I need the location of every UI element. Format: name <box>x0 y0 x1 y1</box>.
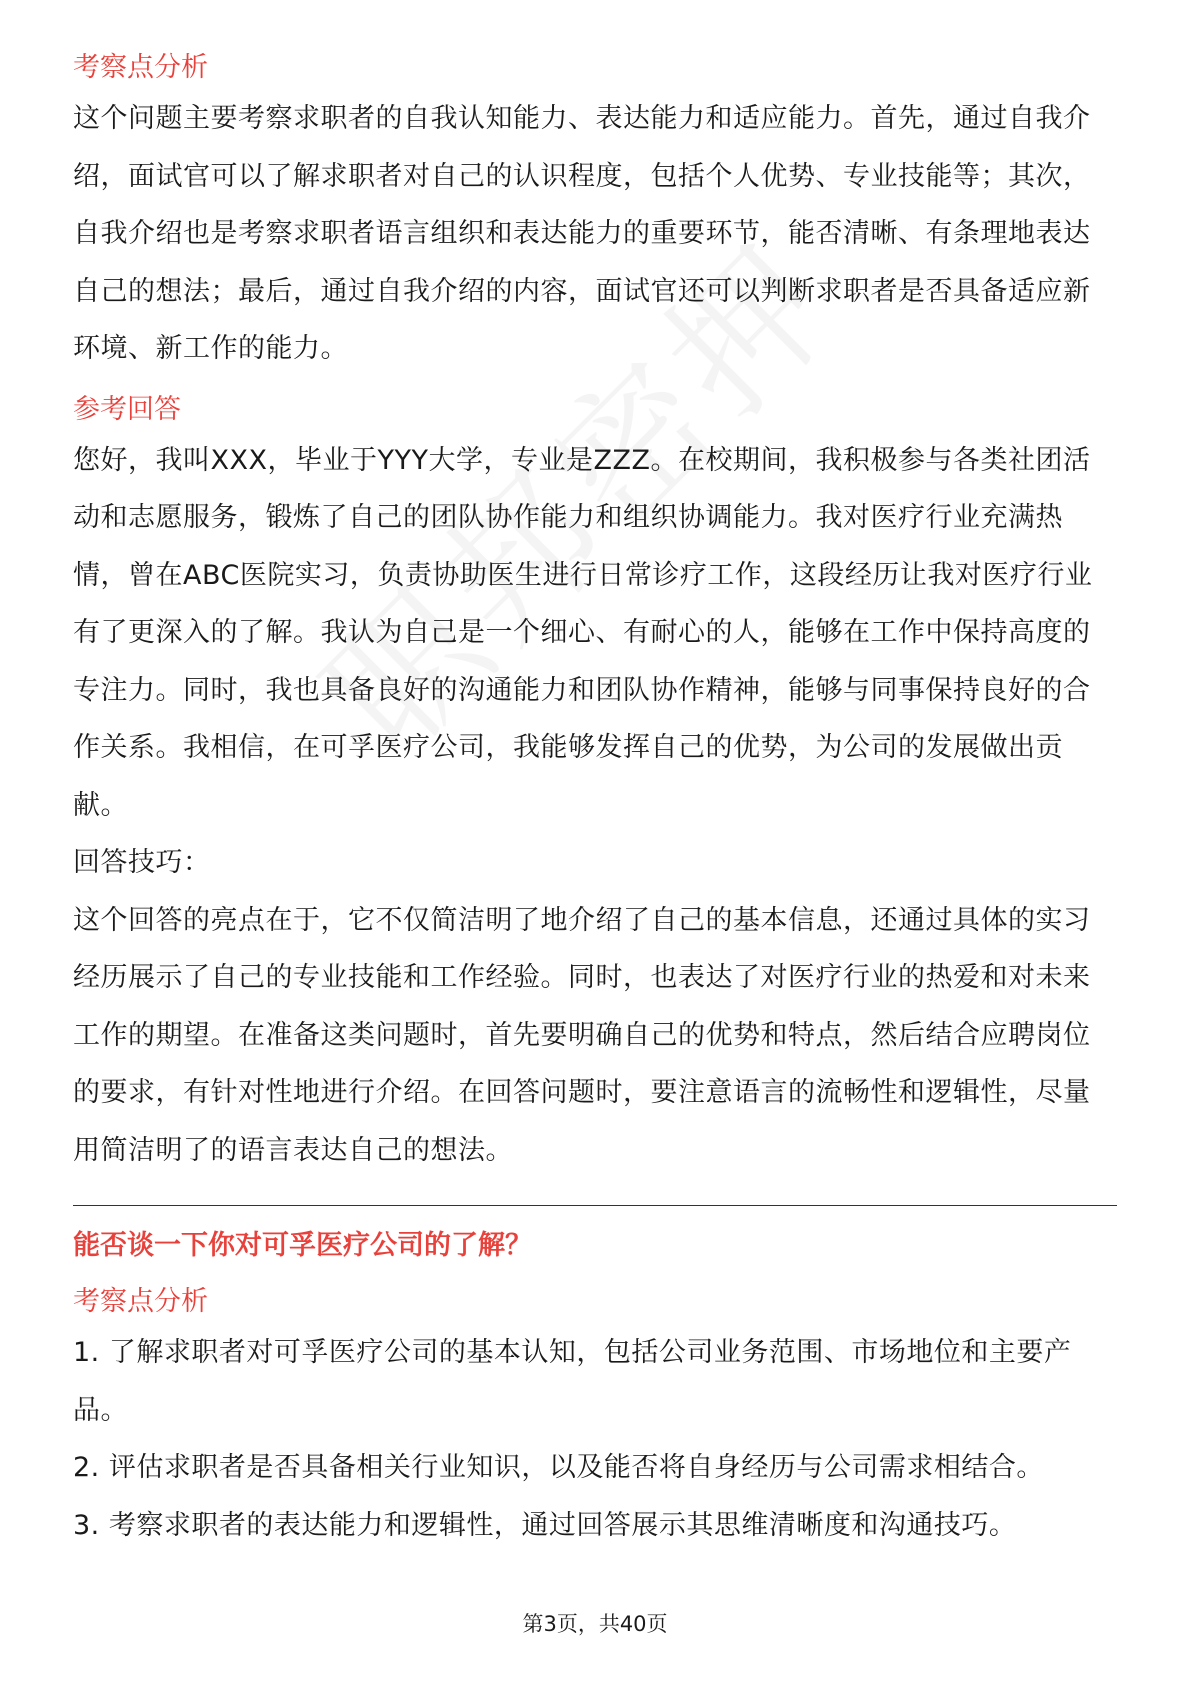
page-footer: 第3页，共40页 <box>522 1612 668 1636</box>
analysis-heading: 考察点分析 <box>73 52 208 83</box>
tips-label: 回答技巧： <box>73 847 211 878</box>
section-divider <box>73 1205 1117 1206</box>
list-item: 3. 考察求职者的表达能力和逻辑性，通过回答展示其思维清晰度和沟通技巧。 <box>73 1509 1017 1541</box>
document-page <box>73 46 1117 1554</box>
list-item: 2. 评估求职者是否具备相关行业知识，以及能否将自身经历与公司需求相结合。 <box>73 1452 1044 1483</box>
analysis-paragraph: 这个问题主要考察求职者的自我认知能力、表达能力和适应能力。首先，通过自我介绍，面试官可以了解求职者对自己的认识程度，包括个人优势、专业技能等；其次，自我介绍也是考察求职者语言组织和表达能力的重要环节，能否清晰、有条理地表达自己的想法；最后，通过自我介绍的内容，面试官还可以判断求职者是否具备适应新环境、新工作的能力。 <box>73 103 1091 364</box>
list-item: 1. 了解求职者对可孚医疗公司的基本认知，包括公司业务范围、市场地位和主要产品。 <box>73 1337 1072 1426</box>
tips-paragraph: 这个回答的亮点在于，它不仅简洁明了地介绍了自己的基本信息，还通过具体的实习经历展示了自己的专业技能和工作经验。同时，也表达了对医疗行业的热爱和对未来工作的期望。在准备这类问题时，首先要明确自己的优势和特点，然后结合应聘岗位的要求，有针对性地进行介绍。在回答问题时，要注意语言的流畅性和逻辑性，尽量用简洁明了的语言表达自己的想法。 <box>73 904 1091 1166</box>
analysis-heading-2: 考察点分析 <box>73 1286 208 1317</box>
answer-paragraph: 您好，我叫XXX，毕业于YYY大学，专业是ZZZ。在校期间，我积极参与各类社团活动和志愿服务，锻炼了自己的团队协作能力和组织协调能力。我对医疗行业充满热情，曾在ABC医院实习，负责协助医生进行日常诊疗工作，这段经历让我对医疗行业有了更深入的了解。我认为自己是一个细心、有耐心的人，能够在工作中保持高度的专注力。同时，我也具备良好的沟通能力和团队协作精神，能够与同事保持良好的合作关系。我相信，在可孚医疗公司，我能够发挥自己的优势，为公司的发展做出贡献。 <box>73 444 1093 821</box>
answer-heading: 参考回答 <box>73 393 181 425</box>
question-title: 能否谈一下你对可孚医疗公司的了解？ <box>73 1230 532 1261</box>
